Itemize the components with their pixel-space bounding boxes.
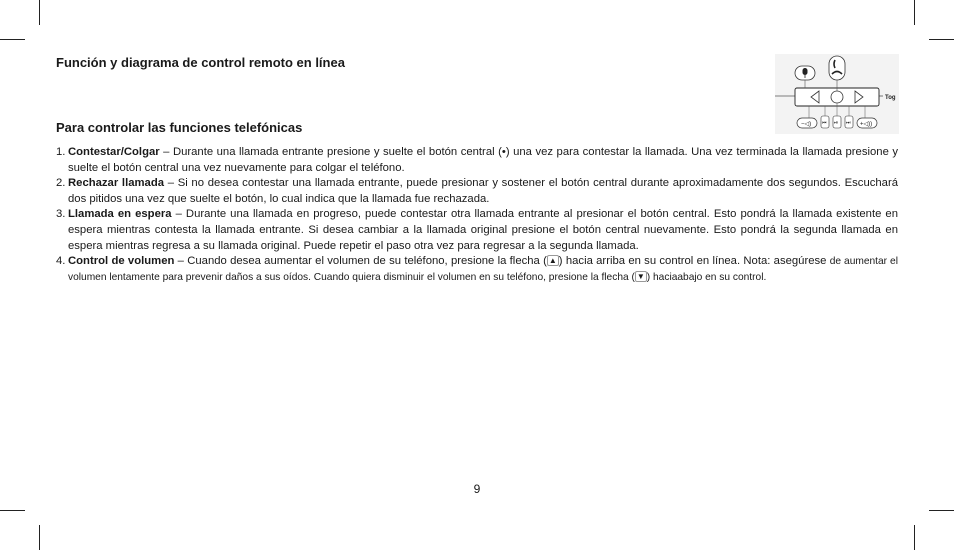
svg-text:⏮: ⏮ bbox=[822, 120, 827, 126]
up-arrow-icon: ▲ bbox=[548, 256, 557, 266]
crop-mark bbox=[929, 39, 954, 40]
section-heading: Para controlar las funciones telefónicas bbox=[56, 120, 303, 135]
item-text: – Durante una llamada en progreso, puede contestar otra llamada entrante al presionar el botón central. Esto pondrá la llamada existente en espera mientras contesta la llamada entrante. Si desea cambiar a la llamada original presione el botón central nuevamente. Esto pondrá la segunda llamada en espera mientras regresa a su llamada original. Puede repetir el paso otra vez para regresar a la segunda llamada. bbox=[68, 208, 898, 252]
remote-control-diagram bbox=[775, 54, 899, 134]
list-item bbox=[56, 254, 898, 285]
microphone-icon bbox=[803, 68, 808, 75]
item-text: de aumentar el volumen lentamente para prevenir daños a sus oídos. Cuando quiera disminuir el volumen en su teléfono, presione la flecha ( bbox=[68, 256, 898, 283]
page-number: 9 bbox=[473, 482, 481, 496]
item-number: 2. bbox=[56, 177, 66, 190]
item-text: – Durante una llamada entrante presione y suelte el botón central ( bbox=[159, 146, 502, 158]
svg-text:⏯: ⏯ bbox=[834, 120, 839, 126]
crop-mark bbox=[39, 0, 40, 25]
item-number: 4. bbox=[56, 255, 66, 268]
page-title: Función y diagrama de control remoto en línea bbox=[56, 55, 345, 70]
svg-text:−◁): −◁) bbox=[801, 121, 812, 128]
item-text: ) haciaabajo en su control. bbox=[646, 271, 767, 283]
item-term: Llamada en espera bbox=[68, 208, 172, 221]
svg-text:+◁)): +◁)) bbox=[860, 121, 873, 128]
list-item bbox=[56, 176, 898, 207]
instruction-list bbox=[56, 145, 898, 285]
center-dot-symbol: • bbox=[501, 146, 506, 158]
item-text: ) una vez para contestar la llamada. Una vez terminada la llamada presione y suelte el botón central una vez nuevamente para colgar el teléfono. bbox=[68, 146, 899, 174]
diagram-label: Tog bbox=[885, 95, 896, 101]
list-item bbox=[56, 207, 898, 254]
svg-text:⏭: ⏭ bbox=[846, 120, 851, 126]
item-term: Rechazar llamada bbox=[68, 177, 165, 190]
item-text: – Cuando desea aumentar el volumen de su teléfono, presione la flecha ( bbox=[174, 255, 547, 268]
crop-mark bbox=[929, 510, 954, 511]
crop-mark bbox=[0, 510, 25, 511]
crop-mark bbox=[39, 525, 40, 550]
down-arrow-icon: ▼ bbox=[636, 271, 645, 281]
item-term: Contestar/Colgar bbox=[68, 146, 160, 158]
item-number: 3. bbox=[56, 208, 66, 221]
item-number: 1. bbox=[56, 146, 66, 158]
list-item bbox=[56, 145, 898, 176]
crop-mark bbox=[914, 525, 915, 550]
item-text: ) hacia arriba en su control en línea. Nota: asegúrese bbox=[558, 255, 830, 268]
item-text: – Si no desea contestar una llamada entrante, puede presionar y sostener el botón central durante aproximadamente dos segundos. Escuchará dos pitidos una vez que suelte el botón, lo cual indica que la llamada fue rechazada. bbox=[68, 177, 898, 205]
item-term: Control de volumen bbox=[68, 255, 175, 268]
crop-mark bbox=[0, 39, 25, 40]
crop-mark bbox=[914, 0, 915, 25]
